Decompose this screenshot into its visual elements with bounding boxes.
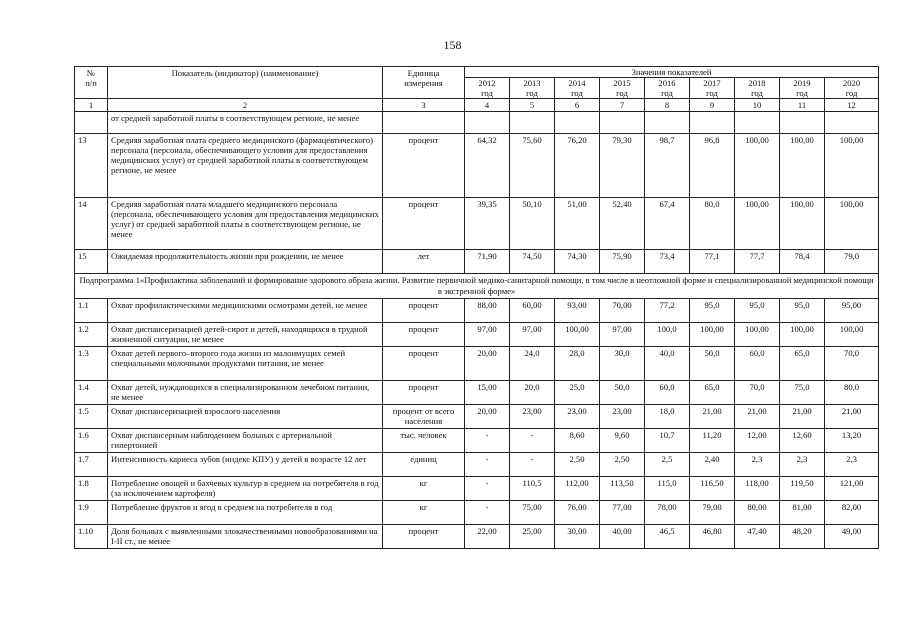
row-value: 40,0 <box>645 347 690 381</box>
row-value: 2,3 <box>825 453 879 477</box>
row-value: 52,40 <box>600 198 645 250</box>
row-value: - <box>510 453 555 477</box>
row-unit: процент <box>383 323 465 347</box>
table-row <box>75 405 879 429</box>
row-value: 97,00 <box>465 323 510 347</box>
row-value: 79,30 <box>600 134 645 198</box>
row-value: 30,00 <box>555 525 600 549</box>
row-value: 77,7 <box>735 250 780 274</box>
row-value: 113,50 <box>600 477 645 501</box>
row-value: 75,60 <box>510 134 555 198</box>
row-num: 1.8 <box>75 477 108 501</box>
row-value: 39,35 <box>465 198 510 250</box>
row-num <box>75 112 108 134</box>
row-value: 13,20 <box>825 429 879 453</box>
column-number: 4 <box>465 99 510 112</box>
row-value: 21,00 <box>780 405 825 429</box>
row-unit: процент <box>383 525 465 549</box>
row-value: 22,00 <box>465 525 510 549</box>
row-value: 25,00 <box>510 525 555 549</box>
row-value: 23,00 <box>555 405 600 429</box>
row-value: 95,0 <box>780 299 825 323</box>
page-number: 158 <box>443 38 462 52</box>
row-value: 18,0 <box>645 405 690 429</box>
table-row <box>75 429 879 453</box>
table-row <box>75 299 879 323</box>
column-number: 8 <box>645 99 690 112</box>
row-value: 76,20 <box>555 134 600 198</box>
row-value: 80,00 <box>735 501 780 525</box>
table-row <box>75 501 879 525</box>
row-value: 12,00 <box>735 429 780 453</box>
row-value: 2,50 <box>555 453 600 477</box>
row-value: 2,3 <box>780 453 825 477</box>
row-value: 110,5 <box>510 477 555 501</box>
row-value: 74,30 <box>555 250 600 274</box>
row-value <box>690 112 735 134</box>
row-num: 1.4 <box>75 381 108 405</box>
row-value: 20,0 <box>510 381 555 405</box>
table-row <box>75 453 879 477</box>
row-num: 13 <box>75 134 108 198</box>
row-value: 112,00 <box>555 477 600 501</box>
row-num: 15 <box>75 250 108 274</box>
row-value: 76,00 <box>555 501 600 525</box>
header-year: 2018 год <box>735 78 780 99</box>
header-num: № п/п <box>75 67 108 99</box>
row-value: 75,90 <box>600 250 645 274</box>
row-value: 81,00 <box>780 501 825 525</box>
row-num: 1.5 <box>75 405 108 429</box>
table-row <box>75 525 879 549</box>
row-value: 51,00 <box>555 198 600 250</box>
row-num: 1.10 <box>75 525 108 549</box>
row-value: - <box>510 429 555 453</box>
table-row <box>75 198 879 250</box>
row-indicator: Охват диспансеризацией детей-сирот и детей, находящихся в трудной жизненной ситуации, не менее <box>108 323 383 347</box>
column-number: 11 <box>780 99 825 112</box>
row-value: 20,00 <box>465 347 510 381</box>
row-value: 71,90 <box>465 250 510 274</box>
column-number: 12 <box>825 99 879 112</box>
row-indicator: Охват профилактическими медицинскими осмотрами детей, не менее <box>108 299 383 323</box>
row-value <box>825 112 879 134</box>
row-unit: процент от всего населения <box>383 405 465 429</box>
table-row <box>75 112 879 134</box>
row-value: 21,00 <box>825 405 879 429</box>
row-value: 100,00 <box>825 134 879 198</box>
row-value: 25,0 <box>555 381 600 405</box>
row-value: 96,8 <box>690 134 735 198</box>
row-value: 46,80 <box>690 525 735 549</box>
row-indicator: Потребление фруктов и ягод в среднем на потребителя в год <box>108 501 383 525</box>
row-value <box>600 112 645 134</box>
table-row <box>75 347 879 381</box>
row-value: 100,00 <box>825 198 879 250</box>
row-value: 49,00 <box>825 525 879 549</box>
row-value: 65,0 <box>780 347 825 381</box>
row-value: 80,0 <box>825 381 879 405</box>
header-year: 2019 год <box>780 78 825 99</box>
header-year: 2020 год <box>825 78 879 99</box>
row-value: 30,0 <box>600 347 645 381</box>
row-value: 9,60 <box>600 429 645 453</box>
row-value: 119,50 <box>780 477 825 501</box>
row-unit: процент <box>383 198 465 250</box>
row-indicator: Охват диспансерным наблюдением больных с артериальной гипертонией <box>108 429 383 453</box>
row-value: 75,00 <box>510 501 555 525</box>
row-value: 48,20 <box>780 525 825 549</box>
row-value: 20,00 <box>465 405 510 429</box>
row-indicator: Охват диспансеризацией взрослого населения <box>108 405 383 429</box>
row-value: 23,00 <box>600 405 645 429</box>
row-unit: тыс. человек <box>383 429 465 453</box>
row-value: 77,2 <box>645 299 690 323</box>
row-value: - <box>465 477 510 501</box>
row-value: 23,00 <box>510 405 555 429</box>
row-indicator: Охват детей, нуждающихся в специализированном лечебном питании, не менее <box>108 381 383 405</box>
column-number: 9 <box>690 99 735 112</box>
row-num: 14 <box>75 198 108 250</box>
row-unit: лет <box>383 250 465 274</box>
row-value: 21,00 <box>735 405 780 429</box>
header-year: 2012 год <box>465 78 510 99</box>
row-value: 24,0 <box>510 347 555 381</box>
column-number: 1 <box>75 99 108 112</box>
column-number: 7 <box>600 99 645 112</box>
row-value: 50,10 <box>510 198 555 250</box>
row-value: 50,0 <box>600 381 645 405</box>
subprogram-title: Подпрограмма 1«Профилактика заболеваний и формирование здорового образа жизни. Развитие первичной медико-санитарной помощи, в том числе в неотложной форме и специализированной медицинской помощи в экстренной форме» <box>75 274 879 299</box>
header-indicator: Показатель (индикатор) (наименование) <box>108 67 383 99</box>
row-value: 21,00 <box>690 405 735 429</box>
row-value: 100,00 <box>735 323 780 347</box>
column-number: 5 <box>510 99 555 112</box>
row-unit: процент <box>383 134 465 198</box>
row-value: 60,00 <box>510 299 555 323</box>
row-value: 50,0 <box>690 347 735 381</box>
row-value: 100,00 <box>735 198 780 250</box>
row-value: 65,0 <box>690 381 735 405</box>
row-num: 1.3 <box>75 347 108 381</box>
row-value: 100,00 <box>825 323 879 347</box>
row-value <box>555 112 600 134</box>
row-value: 28,0 <box>555 347 600 381</box>
row-value: 2,5 <box>645 453 690 477</box>
row-value: 70,0 <box>735 381 780 405</box>
row-num: 1.9 <box>75 501 108 525</box>
header-year: 2015 год <box>600 78 645 99</box>
column-number: 3 <box>383 99 465 112</box>
row-value: 97,00 <box>510 323 555 347</box>
row-unit: кг <box>383 501 465 525</box>
table-row <box>75 250 879 274</box>
row-value: 97,00 <box>600 323 645 347</box>
subprogram-row <box>75 274 879 299</box>
table-row <box>75 323 879 347</box>
row-value: 100,00 <box>735 134 780 198</box>
row-value: 15,00 <box>465 381 510 405</box>
column-number: 2 <box>108 99 383 112</box>
row-num: 1.7 <box>75 453 108 477</box>
row-value: 8,60 <box>555 429 600 453</box>
row-num: 1.1 <box>75 299 108 323</box>
row-num: 1.6 <box>75 429 108 453</box>
row-value: 75,0 <box>780 381 825 405</box>
row-value: 11,20 <box>690 429 735 453</box>
row-value: 40,00 <box>600 525 645 549</box>
indicators-table <box>74 66 879 549</box>
row-indicator: Средняя заработная плата среднего медицинского (фармацевтического) персонала (персонала, обеспечивающего условия для предоставления медицинских услуг) от средней заработной платы в соответствующем регионе, не менее <box>108 134 383 198</box>
row-indicator: Ожидаемая продолжительность жизни при рождении, не менее <box>108 250 383 274</box>
row-value: 100,0 <box>645 323 690 347</box>
row-unit: процент <box>383 347 465 381</box>
row-value: 79,00 <box>690 501 735 525</box>
row-value: 93,00 <box>555 299 600 323</box>
row-value: 73,4 <box>645 250 690 274</box>
row-value: 70,0 <box>825 347 879 381</box>
column-number: 10 <box>735 99 780 112</box>
row-value: 47,40 <box>735 525 780 549</box>
row-value: 118,00 <box>735 477 780 501</box>
row-value: 77,1 <box>690 250 735 274</box>
row-value: 10,7 <box>645 429 690 453</box>
row-value: 80,0 <box>690 198 735 250</box>
row-num: 1.2 <box>75 323 108 347</box>
row-value: - <box>465 453 510 477</box>
row-value: 100,00 <box>780 134 825 198</box>
row-indicator: Доля больных с выявленными злокачественными новообразованиями на I-II ст., не менее <box>108 525 383 549</box>
row-unit: единиц <box>383 453 465 477</box>
row-value: 74,50 <box>510 250 555 274</box>
header-year: 2014 год <box>555 78 600 99</box>
header-year: 2016 год <box>645 78 690 99</box>
row-indicator: Потребление овощей и бахчевых культур в среднем на потребителя в год (за исключением картофеля) <box>108 477 383 501</box>
row-value: 115,0 <box>645 477 690 501</box>
row-value: 100,00 <box>780 198 825 250</box>
row-value: - <box>465 429 510 453</box>
row-value <box>780 112 825 134</box>
row-value: 64,32 <box>465 134 510 198</box>
table-row <box>75 381 879 405</box>
row-value: 98,7 <box>645 134 690 198</box>
row-value: 77,00 <box>600 501 645 525</box>
row-value: 60,0 <box>645 381 690 405</box>
row-value: 70,00 <box>600 299 645 323</box>
row-indicator: Интенсивность кариеса зубов (индекс КПУ) у детей в возрасте 12 лет <box>108 453 383 477</box>
row-value: 79,0 <box>825 250 879 274</box>
row-value: 12,60 <box>780 429 825 453</box>
row-value: 121,00 <box>825 477 879 501</box>
row-value: 116,50 <box>690 477 735 501</box>
header-year: 2017 год <box>690 78 735 99</box>
header-year: 2013 год <box>510 78 555 99</box>
row-value: 88,00 <box>465 299 510 323</box>
row-unit: процент <box>383 299 465 323</box>
header-unit: Единица измерения <box>383 67 465 99</box>
row-value: 2,50 <box>600 453 645 477</box>
row-value: 95,0 <box>690 299 735 323</box>
row-value: 100,00 <box>690 323 735 347</box>
table-row <box>75 477 879 501</box>
row-value: 2,40 <box>690 453 735 477</box>
row-value: 100,00 <box>555 323 600 347</box>
row-value: 2,3 <box>735 453 780 477</box>
row-value: 95,0 <box>735 299 780 323</box>
header-values-title: Значения показателей <box>465 67 879 78</box>
row-unit <box>383 112 465 134</box>
row-value <box>510 112 555 134</box>
row-value: 100,00 <box>780 323 825 347</box>
row-value: 82,00 <box>825 501 879 525</box>
table-row <box>75 134 879 198</box>
row-value: 67,4 <box>645 198 690 250</box>
row-value <box>465 112 510 134</box>
row-value <box>735 112 780 134</box>
column-number: 6 <box>555 99 600 112</box>
row-value: 46,5 <box>645 525 690 549</box>
row-value <box>645 112 690 134</box>
row-indicator: Охват детей первого–второго года жизни из малоимущих семей специальными молочными продуктами питания, не менее <box>108 347 383 381</box>
row-unit: процент <box>383 381 465 405</box>
row-value: - <box>465 501 510 525</box>
row-unit: кг <box>383 477 465 501</box>
row-value: 78,4 <box>780 250 825 274</box>
row-value: 95,00 <box>825 299 879 323</box>
row-indicator: от средней заработной платы в соответствующем регионе, не менее <box>108 112 383 134</box>
row-indicator: Средняя заработная плата младшего медицинского персонала (персонала, обеспечивающего условия для предоставления медицинских услуг) от средней заработной платы в соответствующем регионе, не менее <box>108 198 383 250</box>
row-value: 78,00 <box>645 501 690 525</box>
row-value: 60,0 <box>735 347 780 381</box>
